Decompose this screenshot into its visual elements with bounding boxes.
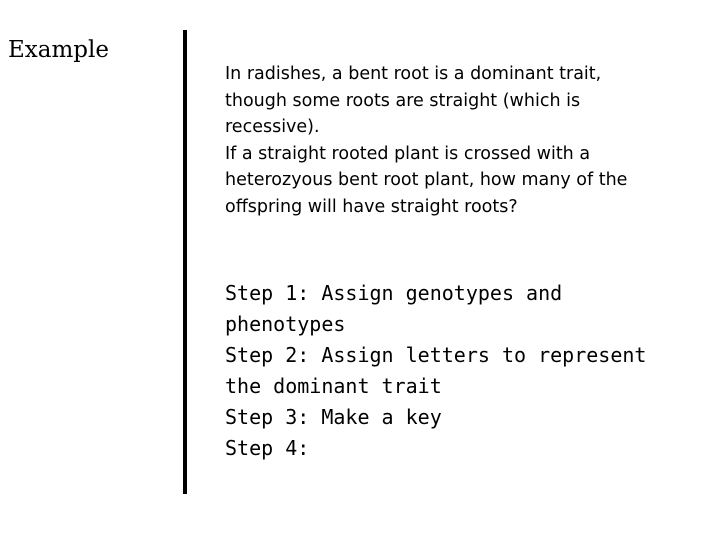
question-paragraph-2: If a straight rooted plant is crossed with a heterozyous bent root plant, how many of the offspring will have straight roots?	[225, 143, 628, 217]
question-paragraph-1: In radishes, a bent root is a dominant trait, though some roots are straight (which is recessive).	[225, 64, 602, 137]
steps-list	[225, 278, 695, 464]
step-4: Step 4:	[225, 436, 310, 460]
step-3: Step 3: Make a key	[225, 405, 442, 429]
slide-title: Example	[8, 37, 109, 63]
vertical-divider	[183, 30, 187, 494]
step-1: Step 1: Assign genotypes and phenotypes	[225, 281, 563, 336]
step-2: Step 2: Assign letters to represent the dominant trait	[225, 343, 647, 398]
question-text	[225, 61, 695, 220]
